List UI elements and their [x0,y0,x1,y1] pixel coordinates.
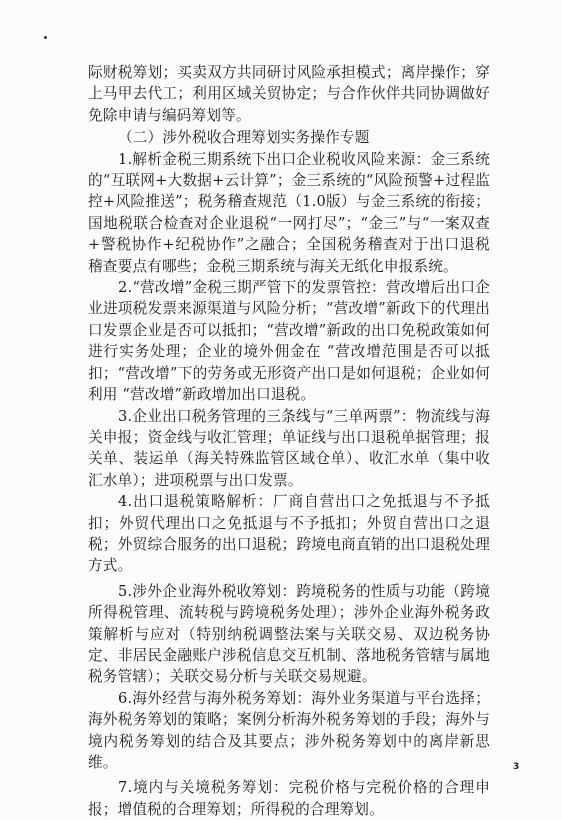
document-body [88,62,490,820]
section-heading: （二）涉外税收合理筹划实务操作专题 [118,129,370,147]
paragraph-item-1: 1.解析金税三期系统下出口企业税收风险来源：金三系统的“互联网+大数据+云计算”；金三系统的“风险预警+过程监控+风险推送”；税务稽查规范（1.0版）与金三系统的衔接；国地税联合检查对企业退税“一网打尽”；“金三”与“一案双查+警税协作+纪税协作”之融合；全国税务稽查对于出口退税稽查要点有哪些；金税三期系统与海关无纸化申报系统。 [88,150,490,275]
paragraph-continuation: 际财税筹划；买卖双方共同研讨风险承担模式；离岸操作；穿上马甲去代工；利用区域关贸协定；与合作伙伴共同协调做好免除申请与编码筹划等。 [88,64,490,124]
scan-speck [44,36,47,39]
paragraph-item-2: 2.“营改增”金税三期严管下的发票管控：营改增后出口企业进项税发票来源渠道与风险分析；“营改增”新政下的代理出口发票企业是否可以抵扣；“营改增”新政的出口免税政策如何进行实务处理；企业的境外佣金在 “营改增范围是否可以抵扣；“营改增”下的劳务或无形资产出口是如何退税；企业如何利用 “营改增”新政增加出口退税。 [88,279,490,404]
page-number: 3 [513,762,520,772]
paragraph-item-3: 3.企业出口税务管理的三条线与“三单两票”：物流线与海关申报；资金线与收汇管理；单证线与出口退税单据管理；报关单、装运单（海关特殊监管区域仓单）、收汇水单（集中收汇水单）；进项税票与出口发票。 [88,407,490,489]
paragraph-item-6: 6.海外经营与海外税务筹划：海外业务渠道与平台选择；海外税务筹划的策略；案例分析海外税务筹划的手段；海外与境内税务筹划的结合及其要点；涉外税务筹划中的离岸新思维。 [88,689,490,771]
paragraph-item-7: 7.境内与关境税务筹划：完税价格与完税价格的合理申报；增值税的合理筹划；所得税的合理筹划。 [88,779,490,818]
paragraph-item-4: 4.出口退税策略解析：厂商自营出口之免抵退与不予抵扣；外贸代理出口之免抵退与不予抵扣；外贸自营出口之退税；外贸综合服务的出口退税；跨境电商直销的出口退税处理方式。 [88,493,490,575]
paragraph-item-5: 5.涉外企业海外税收筹划：跨境税务的性质与功能（跨境所得税管理、流转税与跨境税务处理）；涉外企业海外税务政策解析与应对（特别纳税调整法案与关联交易、双边税务协定、非居民金融账户涉税信息交互机制、落地税务管辖与属地税务管辖）；关联交易分析与关联交易规避。 [88,582,490,686]
